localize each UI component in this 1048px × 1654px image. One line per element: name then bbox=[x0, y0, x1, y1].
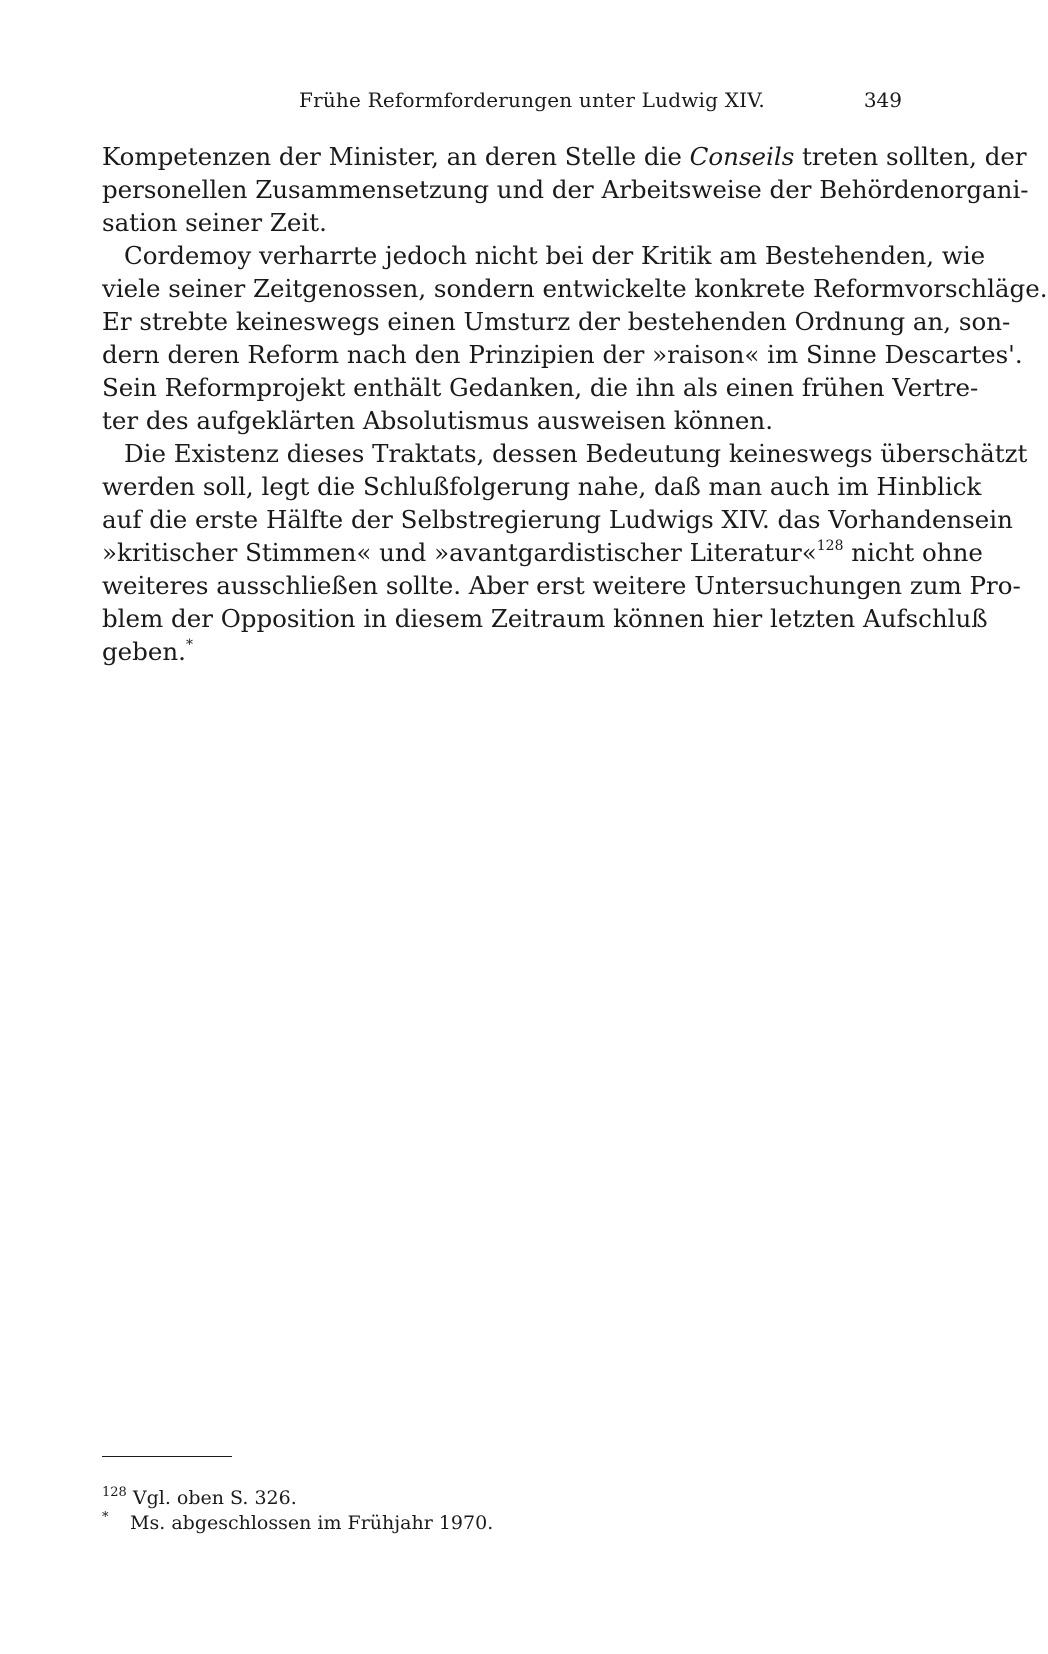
text-line: dern deren Reform nach den Prinzipien der »raison« im Sinne Descartes'. bbox=[102, 340, 1023, 369]
text-segment: »kritischer Stimmen« und »avantgardistischer Literatur« bbox=[102, 538, 817, 567]
text-line: Sein Reformprojekt enthält Gedanken, die ihn als einen frühen Vertre- bbox=[102, 373, 979, 402]
text-line: personellen Zusammensetzung und der Arbeitsweise der Behördenorgani- bbox=[102, 175, 1029, 204]
text-line bbox=[102, 635, 902, 668]
footnote bbox=[102, 1511, 902, 1536]
text-line: weiteres ausschließen sollte. Aber erst weitere Untersuchungen zum Pro- bbox=[102, 571, 1021, 600]
italic-term: Conseils bbox=[689, 142, 795, 171]
body-text bbox=[102, 140, 1048, 668]
text-line: Cordemoy verharrte jedoch nicht bei der Kritik am Bestehenden, wie bbox=[124, 241, 986, 270]
footnotes bbox=[102, 1486, 902, 1536]
running-head bbox=[102, 88, 902, 118]
footnote-text: Ms. abgeschlossen im Frühjahr 1970. bbox=[130, 1512, 494, 1534]
text-line bbox=[102, 140, 1027, 173]
footnote bbox=[102, 1486, 902, 1511]
footnote-reference: * bbox=[185, 636, 193, 653]
text-line: Die Existenz dieses Traktats, dessen Bedeutung keineswegs überschätzt bbox=[124, 439, 1028, 468]
running-title: Frühe Reformforderungen unter Ludwig XIV. bbox=[299, 88, 765, 112]
footnote-rule bbox=[102, 1456, 232, 1457]
text-line: auf die erste Hälfte der Selbstregierung Ludwigs XIV. das Vorhandensein bbox=[102, 505, 1013, 534]
text-segment: geben. bbox=[102, 637, 186, 666]
text-line bbox=[102, 536, 983, 569]
footnote-mark: 128 bbox=[102, 1484, 127, 1500]
text-line: viele seiner Zeitgenossen, sondern entwickelte konkrete Reformvorschläge. bbox=[102, 274, 1048, 303]
text-segment: Kompetenzen der Minister, an deren Stelle die bbox=[102, 142, 690, 171]
footnote-mark: * bbox=[102, 1509, 109, 1525]
footnote-text: Vgl. oben S. 326. bbox=[132, 1487, 297, 1509]
text-segment: treten sollten, der bbox=[794, 142, 1027, 171]
text-line: blem der Opposition in diesem Zeitraum können hier letzten Aufschluß bbox=[102, 604, 988, 633]
text-segment: nicht ohne bbox=[843, 538, 983, 567]
text-line: Er strebte keineswegs einen Umsturz der bestehenden Ordnung an, son- bbox=[102, 307, 1011, 336]
text-line: ter des aufgeklärten Absolutismus ausweisen können. bbox=[102, 406, 773, 435]
text-line: werden soll, legt die Schlußfolgerung nahe, daß man auch im Hinblick bbox=[102, 472, 982, 501]
page-number: 349 bbox=[863, 88, 902, 112]
footnote-reference: 128 bbox=[816, 537, 844, 554]
text-line: sation seiner Zeit. bbox=[102, 208, 327, 237]
